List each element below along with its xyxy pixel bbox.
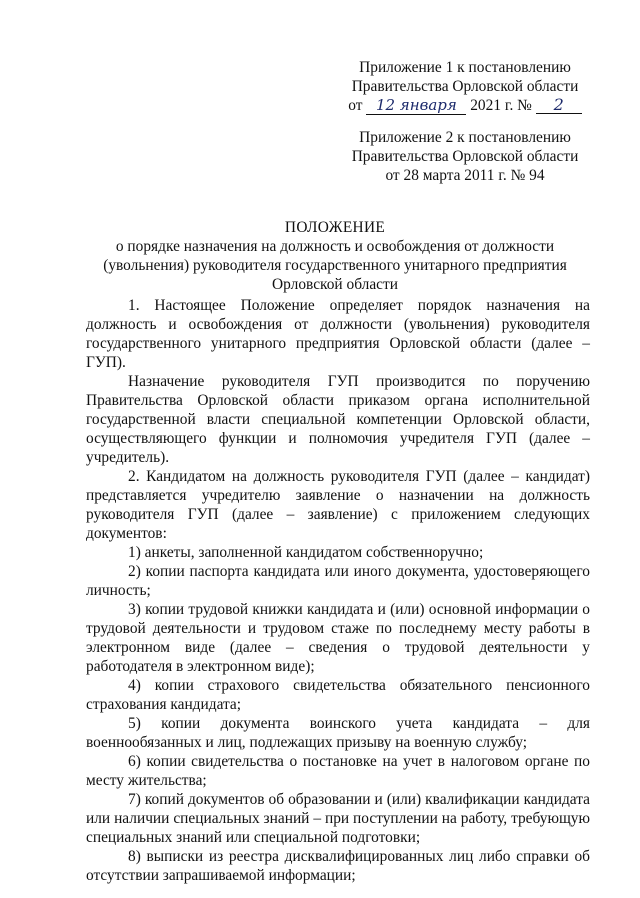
paragraph: 2. Кандидатом на должность руководителя ГУП (далее – кандидат) представляется учредителю заявление о назначении на должность руководителя ГУП (далее – заявление) с приложением следующих документов: [86, 468, 590, 542]
list-item: 4) копии страхового свидетельства обязательного пенсионного страхования кандидата; [86, 677, 590, 713]
handwritten-number: 2 [536, 96, 582, 114]
list-item: 3) копии трудовой книжки кандидата и (или) основной информации о трудовой деятельности и трудовом стаже по последнему месту работы в электронном виде (далее – сведения о трудовой деятельности у работодателя в электронном виде); [86, 601, 590, 675]
annex-2-line-1: Приложение 2 к постановлению [359, 129, 571, 146]
list-item: 7) копий документов об образовании и (или) квалификации кандидата или наличии специальных знаний – при поступлении на работу, требующую специальных знаний или специальной подготовки; [86, 791, 590, 846]
annex-2-line-2: Правительства Орловской области [351, 148, 579, 165]
title-sub-3: Орловской области [272, 276, 398, 293]
list-item: 5) копии документа воинского учета кандидата – для военнообязанных и лиц, подлежащих призыву на военную службу; [86, 715, 590, 751]
document-body [86, 296, 590, 885]
annex-1-header [340, 58, 590, 115]
list-item: 1) анкеты, заполненной кандидатом собственноручно; [128, 544, 484, 561]
annex-2-line-3: от 28 марта 2011 г. № 94 [385, 167, 545, 184]
handwritten-date: 12 января [366, 97, 466, 115]
annex-1-date-line [340, 96, 590, 115]
annex-1-from: от [348, 97, 363, 114]
annex-1-year: 2021 г. № [470, 97, 532, 114]
list-item: 2) копии паспорта кандидата или иного документа, удостоверяющего личность; [86, 563, 590, 599]
list-item: 6) копии свидетельства о постановке на учет в налоговом органе по месту жительства; [86, 753, 590, 789]
document-title [80, 218, 590, 294]
annex-2-header [340, 128, 590, 185]
annex-1-line-2: Правительства Орловской области [351, 78, 579, 95]
annex-1-line-1: Приложение 1 к постановлению [359, 59, 571, 76]
list-item: 8) выписки из реестра дисквалифицированных лиц либо справки об отсутствии запрашиваемой информации; [86, 848, 590, 884]
paragraph: Назначение руководителя ГУП производится по поручению Правительства Орловской области приказом органа исполнительной государственной власти специальной компетенции Орловской области, осуществляющего функции и полномочия учредителя ГУП (далее – учредитель). [86, 373, 590, 466]
title-sub-1: о порядке назначения на должность и освобождения от должности [115, 238, 555, 255]
paragraph: 1. Настоящее Положение определяет порядок назначения на должность и освобождения от должности (увольнения) руководителя государственного унитарного предприятия Орловской области (далее – ГУП). [86, 297, 590, 371]
title-sub-2: (увольнения) руководителя государственного унитарного предприятия [103, 257, 567, 274]
title-main: ПОЛОЖЕНИЕ [284, 219, 386, 236]
